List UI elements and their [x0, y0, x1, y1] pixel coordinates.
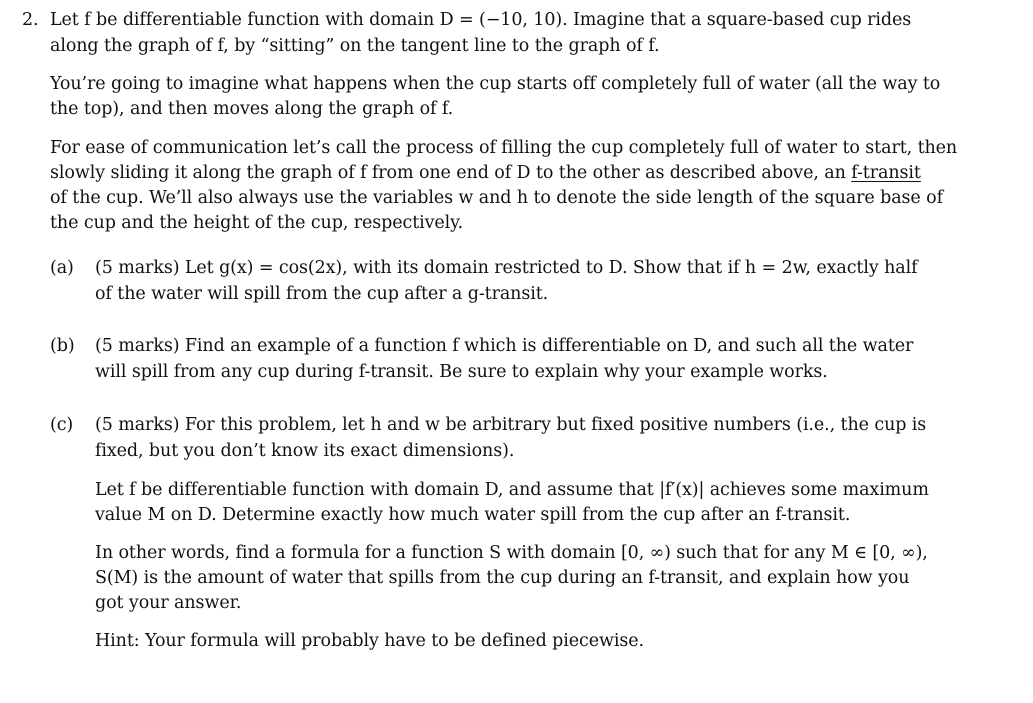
part-c-line-1: (5 marks) For this problem, let h and w be arbitrary but fixed positive numbers (i.e., the cup is: [95, 415, 927, 435]
part-b-line-2: will spill from any cup during f-transit. Be sure to explain why your example works.: [95, 362, 828, 382]
part-a-line-2: of the water will spill from the cup after a g-transit.: [95, 284, 549, 304]
intro-line-1: Let f be differentiable function with domain D = (−10, 10). Imagine that a square-based cup rides: [50, 10, 912, 30]
para3-line-2: [50, 162, 921, 184]
para3-line-3: of the cup. We’ll also always use the variables w and h to denote the side length of the square base of: [50, 188, 943, 208]
para3-line-1: For ease of communication let’s call the process of filling the cup completely full of water to start, then: [50, 138, 958, 158]
part-c-label: (c): [50, 415, 74, 435]
f-transit-term: f-transit: [851, 163, 921, 183]
part-c-para2-line-2: value M on D. Determine exactly how much water spill from the cup after an f-transit.: [95, 505, 851, 525]
part-c-line-2: fixed, but you don’t know its exact dimensions).: [95, 441, 515, 461]
problem-number: 2.: [22, 10, 39, 30]
part-c-hint: Hint: Your formula will probably have to be defined piecewise.: [95, 631, 644, 651]
para2-line-2: the top), and then moves along the graph of f.: [50, 99, 454, 119]
part-a-label: (a): [50, 258, 74, 278]
part-b-label: (b): [50, 336, 75, 356]
part-c-para3-line-1: In other words, find a formula for a function S with domain [0, ∞) such that for any M ∈ [0, ∞),: [95, 543, 928, 563]
part-c-para3-line-2: S(M) is the amount of water that spills from the cup during an f-transit, and explain how you: [95, 568, 910, 588]
intro-line-2: along the graph of f, by “sitting” on the tangent line to the graph of f.: [50, 36, 660, 56]
part-c-para3-line-3: got your answer.: [95, 593, 242, 613]
para3-line-4: the cup and the height of the cup, respectively.: [50, 213, 464, 233]
part-a-line-1: (5 marks) Let g(x) = cos(2x), with its domain restricted to D. Show that if h = 2w, exactly half: [95, 258, 918, 278]
para2-line-1: You’re going to imagine what happens when the cup starts off completely full of water (all the way to: [50, 74, 941, 94]
para3-line-2-text: slowly sliding it along the graph of f from one end of D to the other as described above, an: [50, 163, 852, 183]
part-b-line-1: (5 marks) Find an example of a function f which is differentiable on D, and such all the water: [95, 336, 914, 356]
part-c-para2-line-1: Let f be differentiable function with domain D, and assume that |f′(x)| achieves some maximum: [95, 480, 929, 500]
